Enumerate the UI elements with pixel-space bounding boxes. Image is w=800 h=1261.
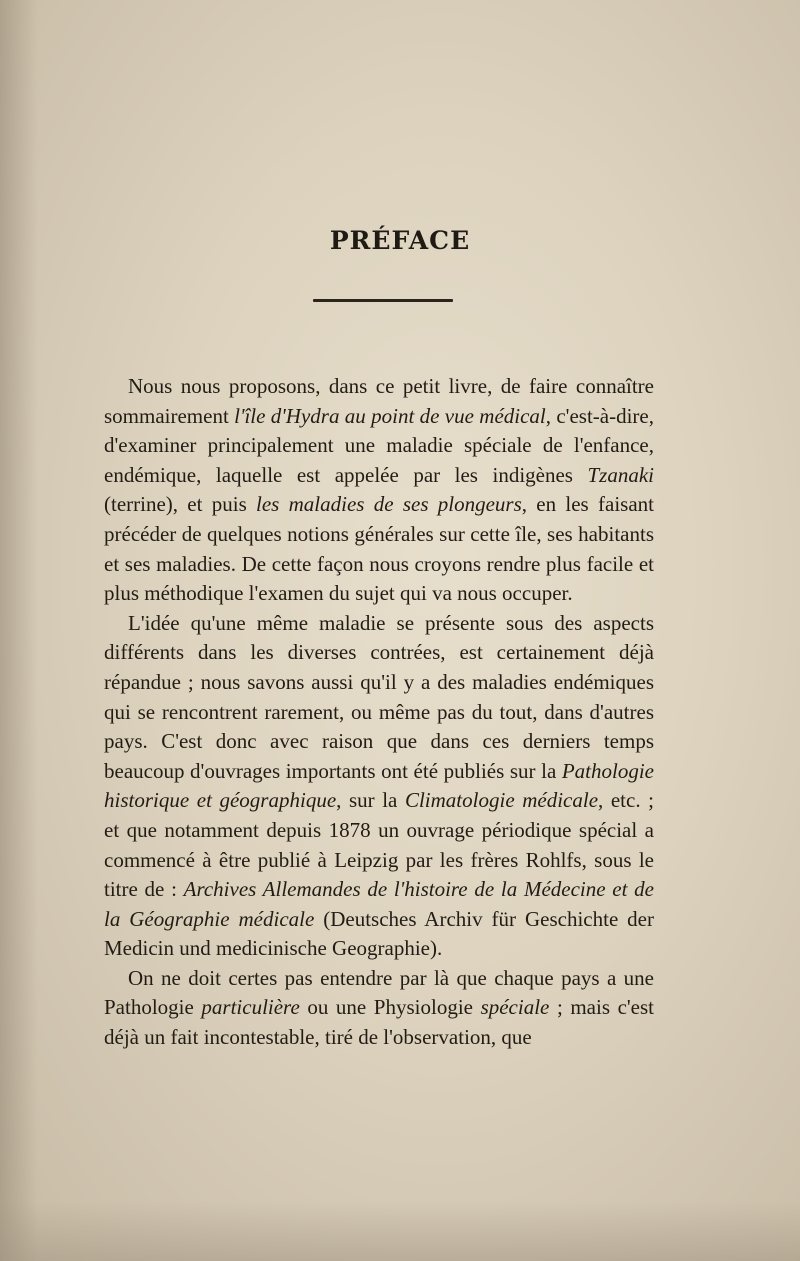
italic-segment: Climatologie médicale bbox=[404, 788, 599, 813]
italic-segment: Tzanaki bbox=[587, 462, 654, 487]
title-rule bbox=[313, 299, 453, 302]
body-text bbox=[104, 372, 654, 1053]
text-segment: , c'est-à-dire, d'examiner principalement une maladie spéciale de l'enfance, endémique, laquelle est appelée par les indigènes bbox=[104, 403, 654, 487]
italic-segment: Archives Allemandes de l'histoire de la Médecine et de la Géographie médicale bbox=[104, 877, 654, 931]
page-title: PRÉFACE bbox=[329, 226, 471, 255]
text-segment: , en les faisant précéder de quelques notions générales sur cette île, ses habitants et ses maladies. De cette façon nous croyons rendre plus facile et plus méthodique l'examen du sujet qui va nous occuper. bbox=[104, 492, 654, 606]
paragraph-3 bbox=[104, 964, 654, 1053]
page-shadow-left bbox=[0, 0, 38, 1261]
paragraph-2 bbox=[104, 609, 654, 964]
italic-segment: particulière bbox=[201, 995, 300, 1020]
text-segment: , sur la bbox=[336, 788, 405, 813]
italic-segment: les maladies de ses plongeurs bbox=[256, 492, 522, 517]
page-shadow-bottom bbox=[0, 1201, 800, 1261]
text-segment: , etc. ; et que notamment depuis 1878 un ouvrage périodique spécial a commencé à être publié à Leipzig par les frères Rohlfs, sous le titre de : bbox=[104, 788, 654, 902]
text-segment: Nous nous proposons, dans ce petit livre, de faire connaître sommairement bbox=[104, 374, 654, 428]
italic-segment: l'île d'Hydra au point de vue médical bbox=[234, 403, 546, 428]
italic-segment: Pathologie historique et géographique bbox=[104, 758, 654, 813]
text-segment: L'idée qu'une même maladie se présente sous des aspects différents dans les diverses contrées, est certainement déjà répandue ; nous savons aussi qu'il y a des maladies endémiques qui se rencontrent rarement, ou même pas du tout, dans d'autres pays. C'est donc avec raison que dans ces derniers temps beaucoup d'ouvrages importants ont été publiés sur la bbox=[104, 610, 654, 783]
text-segment: On ne doit certes pas entendre par là que chaque pays a une Pathologie bbox=[104, 965, 654, 1020]
text-segment: ou une Physiologie bbox=[299, 995, 481, 1020]
text-segment: (Deutsches Archiv für Geschichte der Medicin und medicinische Geographie). bbox=[104, 906, 655, 961]
text-segment: (terrine), et puis bbox=[104, 492, 257, 517]
italic-segment: spéciale bbox=[480, 995, 550, 1020]
paragraph-1 bbox=[104, 372, 654, 609]
text-segment: ; mais c'est déjà un fait incontestable, tiré de l'observation, que bbox=[104, 995, 655, 1050]
